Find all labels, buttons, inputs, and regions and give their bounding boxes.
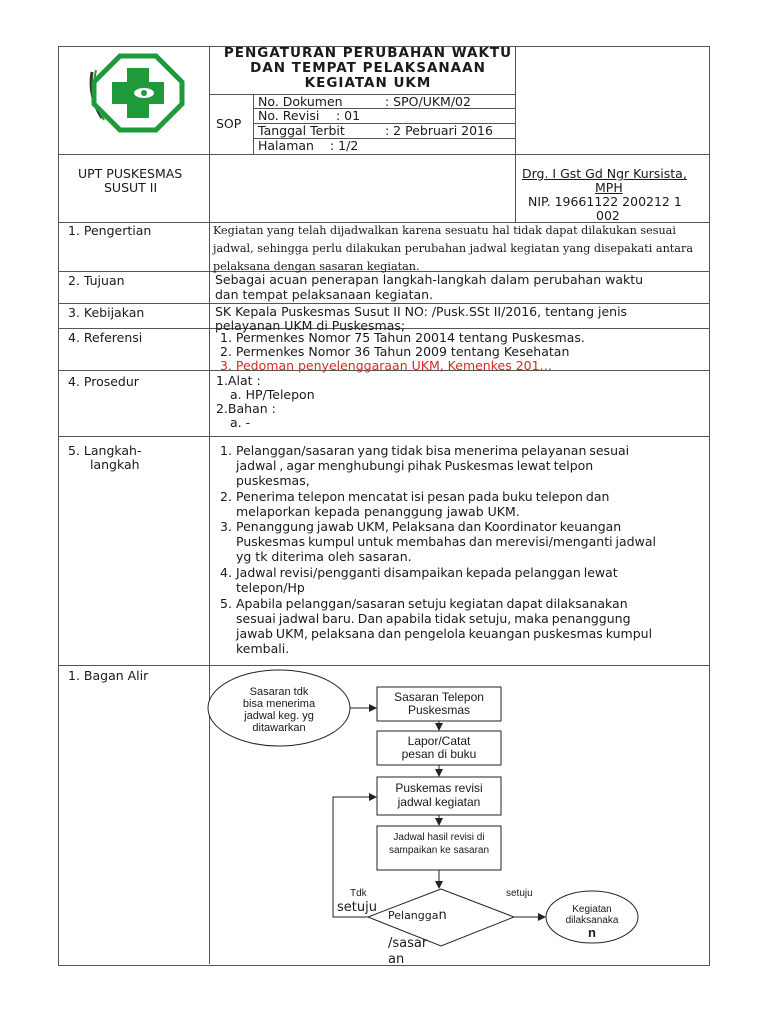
sop-label: SOP: [216, 116, 242, 131]
flow-start-text: [224, 686, 334, 734]
label-bagan-alir: 1. Bagan Alir: [68, 668, 149, 683]
signer-degree: MPH: [595, 180, 623, 195]
flow-text-line: jadwal keg. yg: [244, 710, 314, 722]
reference-item: 1. Permenkes Nomor 75 Tahun 20014 tentang Puskesmas.: [220, 330, 585, 345]
title-line: PENGATURAN PERUBAHAN WAKTU: [223, 45, 513, 61]
flow-no-label: setuju: [337, 900, 377, 915]
flow-box-4-text: [377, 831, 501, 857]
step-line: Penerima telepon mencatat isi pesan pada buku telepon dan: [236, 489, 610, 504]
label-pengertian: 1. Pengertian: [68, 223, 152, 238]
step-number: 4.: [220, 565, 232, 580]
page-label: Halaman: [258, 138, 314, 153]
flow-text-line: n: [588, 925, 596, 940]
step-number: 1.: [220, 443, 232, 458]
pengertian-text: pelaksana dengan sasaran kegiatan.: [213, 260, 420, 273]
revision-label: No. Revisi: [258, 108, 320, 123]
revision-value: : 01: [336, 108, 361, 123]
step-line: Pelanggan/sasaran yang tidak bisa menerima pelayanan sesuai: [236, 443, 630, 458]
title-line: KEGIATAN UKM: [304, 75, 432, 91]
org-name: SUSUT II: [104, 180, 158, 195]
step-line: Apabila pelanggan/sasaran setuju kegiatan dapat dilaksanakan: [236, 596, 628, 611]
label-prosedur: 4. Prosedur: [68, 374, 139, 389]
reference-item: 3. Pedoman penyelenggaraan UKM, Kemenkes 201…: [220, 358, 553, 373]
issue-date-value: : 2 Pebruari 2016: [385, 123, 493, 138]
label-kebijakan: 3. Kebijakan: [68, 305, 145, 320]
doc-no-value: : SPO/UKM/02: [385, 94, 471, 109]
pengertian-text: jadwal, sehingga perlu dilakukan perubahan jadwal kegiatan yang disepakati antara: [213, 242, 693, 255]
flow-text-line: Puskesmas: [407, 703, 471, 717]
flow-text-fragment: Pelangga: [388, 909, 439, 922]
step-line: jadwal , agar menghubungi pihak Puskesmas lewat telpon: [236, 458, 594, 473]
step-line: Penanggung jawab UKM, Pelaksana dan Koordinator keuangan: [236, 519, 622, 534]
flow-text-line: dilaksanaka: [565, 915, 619, 926]
flow-no-label: Tdk: [350, 888, 367, 899]
flow-decision-text: [388, 909, 468, 968]
page-value: : 1/2: [330, 138, 359, 153]
signer-name: Drg. I Gst Gd Ngr Kursista,: [522, 166, 687, 181]
step-line: puskesmas,: [236, 473, 310, 488]
label-referensi: 4. Referensi: [68, 330, 143, 345]
step-number: 3.: [220, 519, 232, 534]
step-line: Jadwal revisi/pengganti disampaikan kepada pelanggan lewat: [236, 565, 618, 580]
kebijakan-text: pelayanan UKM di Puskesmas;: [215, 318, 406, 333]
prosedur-line: 1.Alat :: [216, 373, 261, 388]
step-number: 5.: [220, 596, 232, 611]
step-line: yg tk diterima oleh sasaran.: [236, 549, 412, 564]
flow-text-line: Lapor/Catat: [407, 734, 471, 748]
flow-text-line: pesan di buku: [401, 747, 477, 761]
step-line: jawab UKM, pelaksana dan pengelola keuangan puskesmas kumpul: [236, 626, 653, 641]
pengertian-text: Kegiatan yang telah dijadwalkan karena sesuatu hal tidak dapat dilakukan sesuai: [213, 224, 676, 237]
flow-box-2-text: [377, 735, 501, 761]
flow-box-3-text: [377, 781, 501, 809]
flow-text-line: sampaikan ke sasaran: [388, 845, 490, 856]
flow-text-line: bisa menerima: [242, 698, 316, 710]
tujuan-text: dan tempat pelaksanaan kegiatan.: [215, 287, 434, 302]
flow-yes-label: setuju: [506, 888, 533, 899]
label-langkah: 5. Langkah-: [68, 443, 142, 458]
step-number: 2.: [220, 489, 232, 504]
prosedur-line: a. -: [230, 415, 251, 430]
label-langkah: langkah: [90, 457, 140, 472]
reference-item: 2. Permenkes Nomor 36 Tahun 2009 tentang Kesehatan: [220, 344, 570, 359]
title-line: DAN TEMPAT PELAKSANAAN: [250, 60, 486, 76]
flow-text-fragment: n: [438, 908, 447, 923]
flow-end-text: [548, 904, 636, 939]
step-line: kembali.: [236, 641, 290, 656]
label-tujuan: 2. Tujuan: [68, 273, 125, 288]
flow-text-line: /sasar: [388, 936, 428, 951]
flow-text-line: jadwal kegiatan: [397, 795, 481, 809]
signer-nip: NIP. 19661122 200212 1: [528, 194, 682, 209]
tujuan-text: Sebagai acuan penerapan langkah-langkah dalam perubahan waktu: [215, 272, 644, 287]
flow-text-line: ditawarkan: [252, 722, 306, 734]
flow-text-line: [388, 909, 468, 922]
doc-no-label: No. Dokumen: [258, 94, 343, 109]
kebijakan-text: SK Kepala Puskesmas Susut II NO: /Pusk.SSt II/2016, tentang jenis: [215, 304, 628, 319]
flow-box-1-text: [377, 691, 501, 717]
step-line: melaporkan kepada penanggung jawab UKM.: [236, 504, 520, 519]
flow-text-line: Sasaran tdk: [249, 686, 309, 698]
flow-text-line: Puskemas revisi: [395, 781, 483, 795]
prosedur-line: 2.Bahan :: [216, 401, 276, 416]
flow-text-line: Sasaran Telepon: [394, 690, 484, 704]
prosedur-line: a. HP/Telepon: [230, 387, 315, 402]
issue-date-label: Tanggal Terbit: [258, 123, 345, 138]
org-name: UPT PUSKESMAS: [78, 166, 183, 181]
flow-text-line: Kegiatan: [572, 904, 612, 915]
step-line: sesuai jadwal baru. Dan apabila tidak setuju, maka penanggung: [236, 611, 631, 626]
step-line: Puskesmas kumpul untuk membahas dan merevisi/menganti jadwal: [236, 534, 656, 549]
flow-text-line: an: [388, 952, 405, 967]
signer-nip: 002: [596, 208, 620, 223]
step-line: telepon/Hp: [236, 580, 305, 595]
flow-text-line: Jadwal hasil revisi di: [393, 832, 485, 843]
